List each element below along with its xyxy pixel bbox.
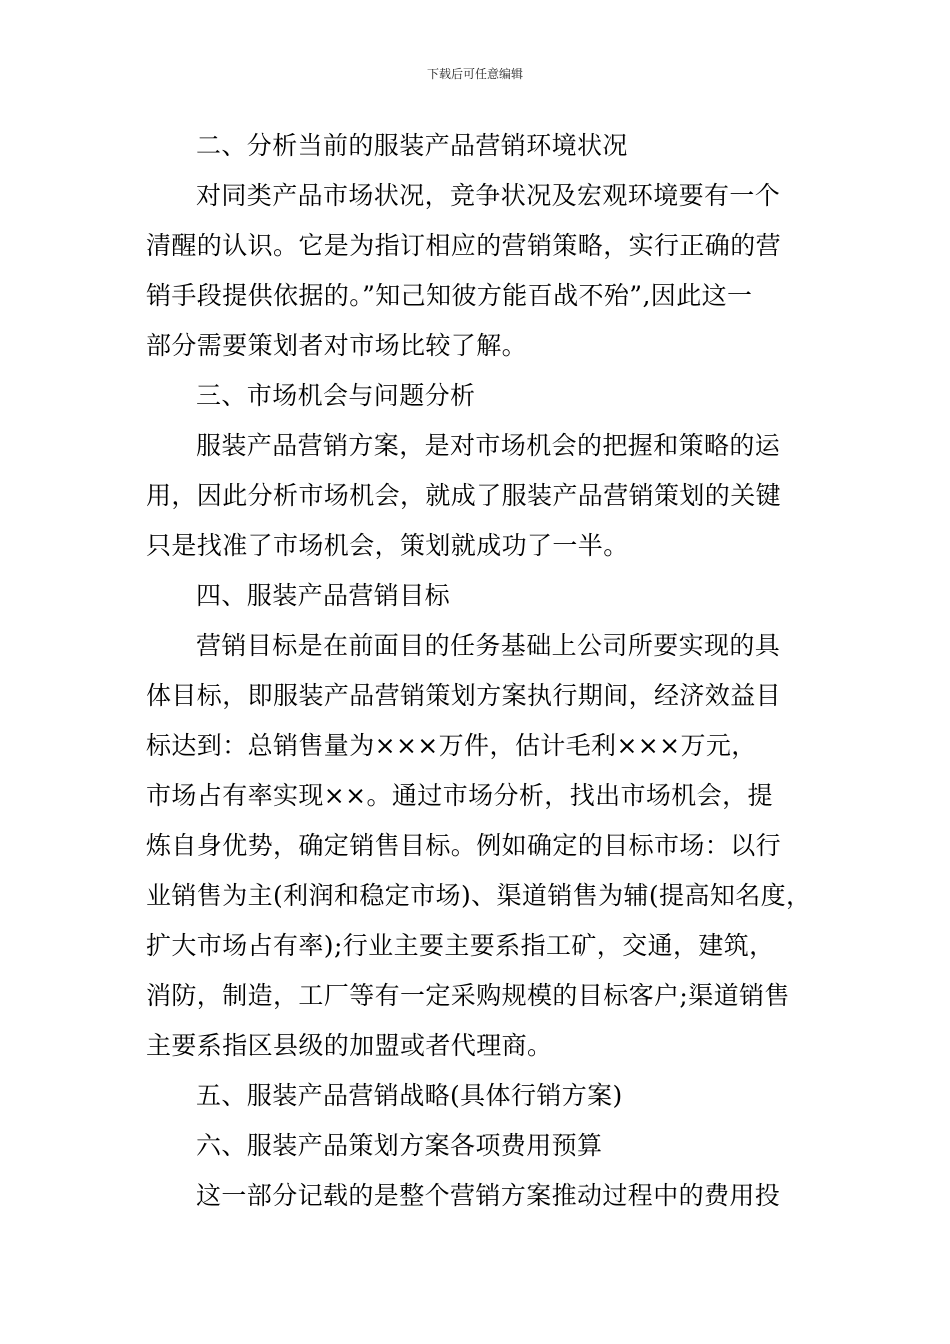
paragraph-line: 部分需要策划者对市场比较了解。 (146, 331, 528, 360)
paragraph-line: 消防，制造，工厂等有一定采购规模的目标客户;渠道销售 (146, 981, 790, 1010)
paragraph-line: 业销售为主(利润和稳定市场)、渠道销售为辅(提高知名度， (146, 881, 812, 910)
section-heading-6: 六、服装产品策划方案各项费用预算 (196, 1131, 603, 1160)
paragraph-line: 扩大市场占有率);行业主要主要系指工矿，交通，建筑， (146, 931, 775, 960)
paragraph-line: 标达到：总销售量为×××万件，估计毛利×××万元， (146, 731, 757, 760)
paragraph-line: 对同类产品市场状况，竞争状况及宏观环境要有一个 (196, 181, 781, 210)
paragraph-line: 体目标，即服装产品营销策划方案执行期间，经济效益目 (146, 681, 782, 710)
document-body (146, 121, 826, 1221)
paragraph-line: 用，因此分析市场机会，就成了服装产品营销策划的关键 (146, 481, 782, 510)
paragraph-line: 主要系指区县级的加盟或者代理商。 (146, 1031, 553, 1060)
paragraph-line: 服装产品营销方案，是对市场机会的把握和策略的运 (196, 431, 781, 460)
paragraph-line: 只是找准了市场机会，策划就成功了一半。 (146, 531, 629, 560)
paragraph-line: 营销目标是在前面目的任务基础上公司所要实现的具 (196, 631, 781, 660)
paragraph-line: 销手段提供依据的。”知己知彼方能百战不殆”,因此这一 (146, 281, 753, 310)
paragraph-line: 清醒的认识。它是为指订相应的营销策略，实行正确的营 (146, 231, 782, 260)
section-heading-2: 二、分析当前的服装产品营销环境状况 (196, 131, 628, 160)
section-heading-4: 四、服装产品营销目标 (196, 581, 451, 610)
paragraph-line: 这一部分记载的是整个营销方案推动过程中的费用投 (196, 1181, 781, 1210)
page-header: 下载后可任意编辑 (426, 67, 523, 81)
section-heading-5: 五、服装产品营销战略(具体行销方案) (196, 1081, 623, 1110)
paragraph-line: 炼自身优势，确定销售目标。例如确定的目标市场：以行 (146, 831, 782, 860)
paragraph-line: 市场占有率实现××。通过市场分析，找出市场机会，提 (146, 781, 773, 810)
section-heading-3: 三、市场机会与问题分析 (196, 381, 476, 410)
